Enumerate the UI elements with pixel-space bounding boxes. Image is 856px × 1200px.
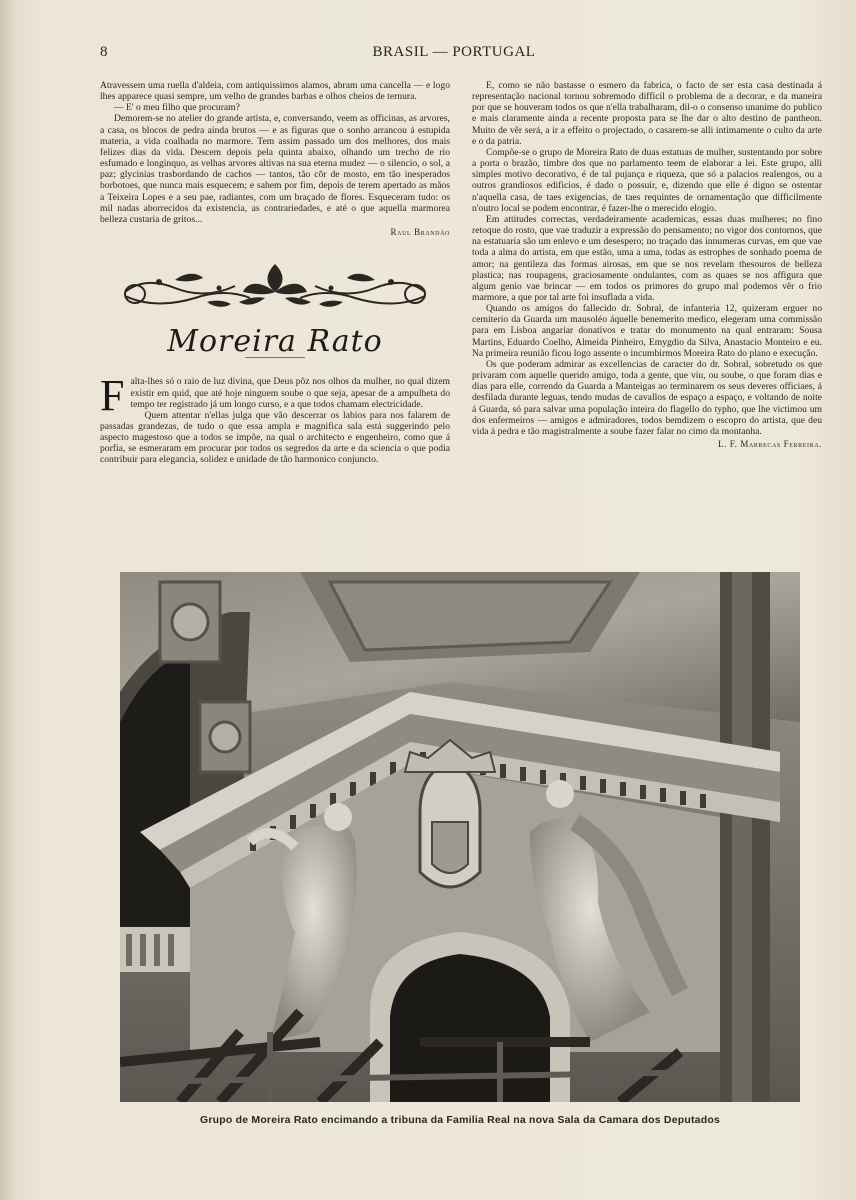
article-paragraph: alta-lhes só o raio de luz divina, que Deus pôz nos olhos da mulher, no qual dizem existir em quid, que até hoje ninguem soube o que seja, apesar de a ampulheta do tempo ter registrado já um longo curso, e a que todos chamam electricidade. (130, 376, 450, 410)
left-column (100, 80, 450, 466)
drop-cap: F (100, 371, 125, 421)
signature-marrecas-ferreira: L. F. Marrecas Ferreira. (717, 439, 822, 449)
intro-paragraph: — E' o meu filho que procuram? (114, 102, 240, 114)
photo-illustration (120, 572, 800, 1102)
right-paragraph: Quando os amigos do fallecido dr. Sobral, de infanteria 12, quizeram erguer no cemiterio da Guarda um mausoléo áquelle benemerito medico, elegeram uma commissão para em Lisboa angariar donativos e tratar do monumento na qual entraram: Sousa Martins, Eduardo Coelho, Almeida Pinheiro, Emygdio da Silva, Anastacio Monteiro e eu. Na primeira reunião ficou logo assente o incumbirmos Moreira Rato do plano e execução. (472, 303, 822, 359)
article-paragraph: Quem attentar n'ellas julga que vão descerrar os labios para nos falarem de passadas grandezas, de tudo o que essa ampla e magnifica sala está suggerindo pelo aspecto magestoso que a todos se impõe, na qual o architecto e engenheiro, como que á porfia, se esmeraram em procurar por todos os segredos da arte e da sciencia o que podia contribuir para elegancia, solidez e unidade de tão harmonico conjuncto. (100, 409, 450, 466)
right-paragraph: Compõe-se o grupo de Moreira Rato de duas estatuas de mulher, sustentando por sobre a porta o brazão, timbre dos que no parlamento teem de elaborar a lei. Este grupo, alli simples motivo decorativo, é de tal pujança e riqueza, que só a palacios realengos, ou a outros grandiosos edificios, é dado o possuir, e, dizendo que elle é digno se ostentar n'aquella casa, de taes exigencias, de taes requintes de ornamentação que difficilmente n'outro local se podem encontrar, é fazer-lhe o merecido elogio. (472, 146, 822, 214)
intro-paragraph: Demorem-se no atelier do grande artista, e, conversando, veem as officinas, as arvores, a casa, os blocos de pedra ainda brutos — e as figuras que o sonho arrancou á estupida materia, a vida coalhada no marmore. Tem assim passado um dos melhores, dos mais felizes dias da vida. Descem depois pela quinta abaixo, olhando um trecho de rio esfumado e longinquo, as velhas arvores altivas na sua eterna mudez — o silencio, o sol, a paz; glycinias trasbordando de cachos — tantos, tão côr de mosto, em tão inesperados borbotoes, que nunca mais esquecem; e sahem por fim, depois de terem apertado as mãos a Teixeira Lopes e a seu pae, radiantes, com um braçado de flores. Esqueceram tudo: os mil nadas aborrecidos da existencia, as contrariedades, e até o que aquella marmorea belleza custaria de gritos... (100, 113, 450, 225)
signature-raul-brandao: Raul Brandão (390, 227, 450, 238)
photo-caption: Grupo de Moreira Rato encimando a tribuna da Familia Real na nova Sala da Camara dos Deputados (199, 1114, 720, 1126)
intro-paragraph: Atravessem uma ruella d'aldeia, com antiquissimos alamos, abram uma cancella — e logo lhes apparece quasi sempre, um velho de grandes barbas e olhos cheios de ternura. (100, 80, 450, 103)
running-title: BRASIL — PORTUGAL (372, 44, 536, 60)
right-paragraph: Em attitudes correctas, verdadeiramente academicas, essas duas mulheres; no fino retoque do rosto, que vae traduzir a expressão do pensamento; no vigor dos contornos, que na estatuaria são um enlevo e um desespero; no traçado das innumeras curvas, em que vae toda a alma do artista, em que estão, uma a uma, todas as estrophes de sonhado poema de amor; na gentileza das formas airosas, em que se nos revelam thesouros de belleza plastica; nas roupagens, graciosamente ondulantes, com as quaes se nos affigura que algum genio vae brincar — em todos os primores do grupo mal podemos vêr o frio marmore, a que por tal arte foi insuflada a vida. (472, 213, 822, 303)
page-number: 8 (100, 44, 108, 60)
sculpture-photograph (120, 572, 800, 1102)
section-title: Moreira Rato (167, 324, 383, 360)
page-edge-shadow (0, 0, 14, 1200)
page-header (100, 44, 808, 64)
article-body (100, 371, 450, 466)
right-column (472, 80, 822, 450)
right-paragraph: Os que poderam admirar as excellencias de caracter do dr. Sobral, sobretudo os que privaram com aquelle querido amigo, toda a gente, que viu, ou soube, o que foram dias e dias para elle, correndo da Guarda a Manteigas ao terminarem os seus deveres officiaes, á desfilada durante leguas, tendo mudas de cavallos de espaço a espaço, e voltando de noite á Guarda, só para salvar uma população inteira do flagello do typho, que lhe victimou um dos enfermeiros — amigos e admiradores, todos bemdizem o escopro do artista, que deu vida á pedra e tão magistralmente a soube fazer falar no cimo da montanha. (472, 358, 822, 437)
floral-ornament (115, 258, 435, 314)
right-paragraph: E, como se não bastasse o esmero da fabrica, o facto de ser esta casa destinada á representação nacional tornou sobremodo difficil o problema de a decorar, e da maneira por que se houveram todos os que n'ella trabalharam, dil-o o consenso unanime do publico e mais claramente ainda a recente proposta para se lhe dar o alto destino de pantheon. Muito de vêr será, a ir a effeito o projectado, o casarem-se alli intimamente o culto da arte e o da patria. (472, 80, 822, 147)
